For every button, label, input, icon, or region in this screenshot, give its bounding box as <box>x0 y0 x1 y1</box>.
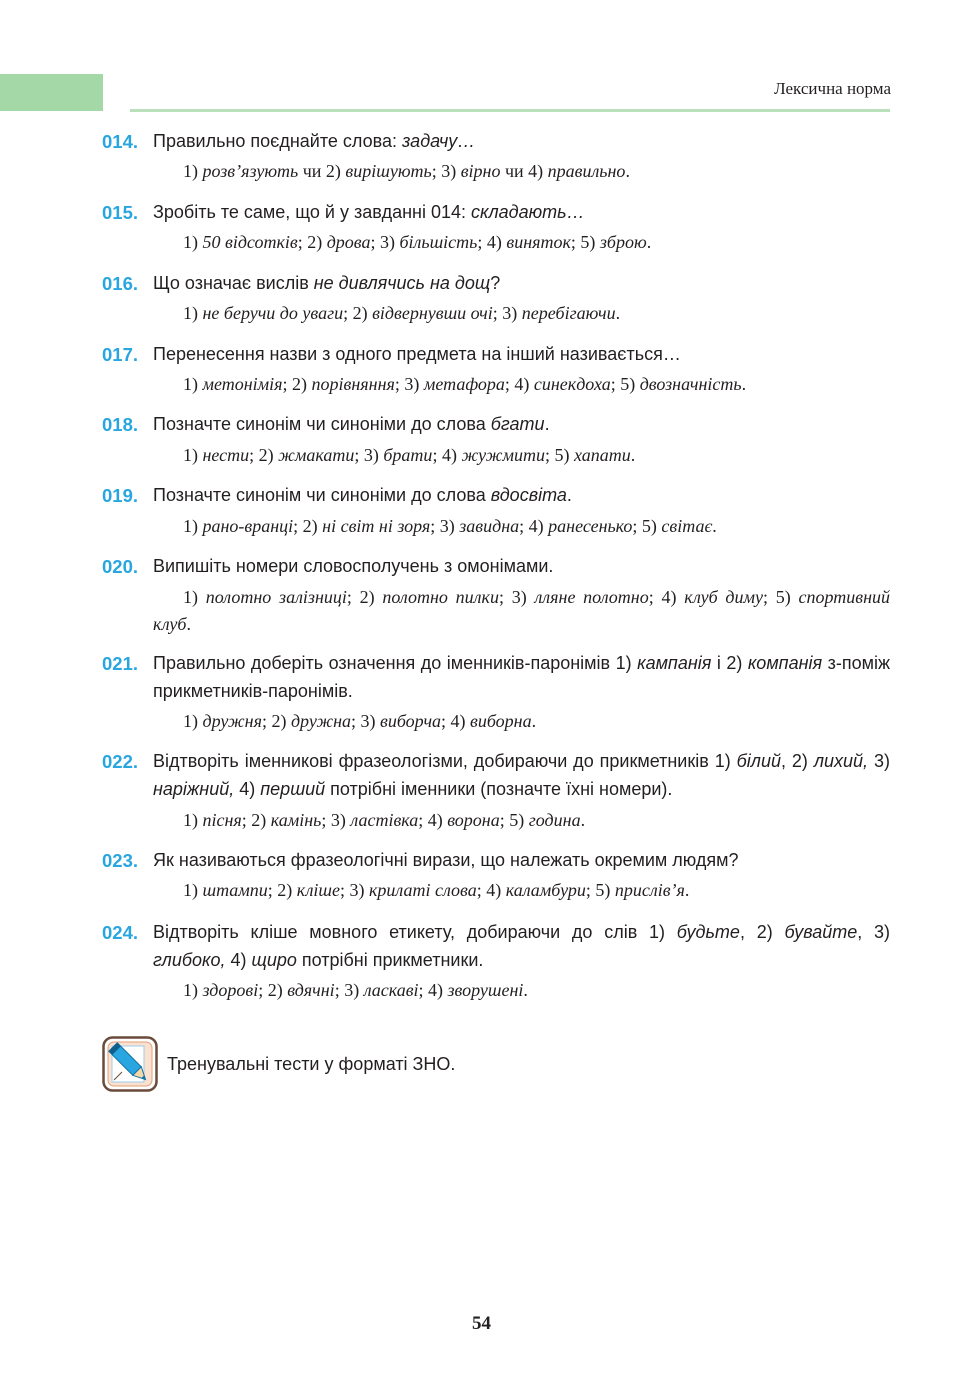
text-segment: ; 3) <box>498 587 535 607</box>
task-number: 019. <box>102 485 139 506</box>
text-segment: вірно <box>460 161 501 181</box>
text-segment: . <box>523 980 528 1000</box>
text-segment: . <box>566 485 572 505</box>
text-segment: прислів’я <box>614 880 685 900</box>
text-segment: рано-вранці <box>202 516 294 536</box>
text-segment: білий <box>736 751 781 771</box>
header-rule <box>130 109 890 112</box>
text-segment: Правильно доберіть означення до іменників-паронімів 1) <box>153 653 638 673</box>
text-segment: метафора <box>423 374 505 394</box>
text-segment: синекдоха <box>533 374 611 394</box>
task-number: 023. <box>102 850 139 871</box>
task-answer-options <box>153 513 890 540</box>
text-segment: ; 5) <box>632 516 662 536</box>
text-segment: дрова <box>326 232 371 252</box>
task-number: 014. <box>102 131 139 152</box>
text-segment: ; 4) <box>418 810 448 830</box>
text-segment: і 2) <box>711 653 748 673</box>
text-segment: лихий, <box>813 751 869 771</box>
text-segment: вирішують <box>345 161 432 181</box>
text-segment: ; 2) <box>282 374 312 394</box>
text-segment: зброю <box>599 232 647 252</box>
task-question <box>153 481 890 509</box>
task-answer-options <box>153 442 890 469</box>
text-segment: 1) <box>183 810 203 830</box>
text-segment: перший <box>260 779 326 799</box>
task-number: 022. <box>102 751 139 772</box>
text-segment: Що означає вислів <box>153 273 314 293</box>
text-segment: ; 5) <box>763 587 799 607</box>
text-segment: година <box>528 810 581 830</box>
task-question <box>153 410 890 438</box>
text-segment: 1) <box>183 880 203 900</box>
text-segment: . <box>741 374 747 394</box>
text-segment: . <box>625 161 630 181</box>
task-question <box>153 918 890 974</box>
text-segment: . <box>580 810 586 830</box>
text-segment: 1) <box>183 711 203 731</box>
text-segment: ; 3) <box>430 516 460 536</box>
text-segment: з-поміж прикметників-паронімів. <box>153 653 891 701</box>
text-segment: компанія <box>747 653 823 673</box>
pencil-note-icon <box>102 1036 158 1092</box>
text-segment: Відтворіть іменникові фразеологізми, добираючи до прикметників 1) <box>153 751 737 771</box>
text-segment: дружна <box>290 711 352 731</box>
text-segment: Відтворіть кліше мовного етикету, добираючи до слів 1) <box>153 922 677 942</box>
text-segment: 1) <box>183 980 203 1000</box>
task-question <box>153 127 890 155</box>
text-segment: . <box>630 445 636 465</box>
text-segment: ; 4) <box>418 980 448 1000</box>
text-segment: ; 2) <box>267 880 297 900</box>
text-segment: Як називаються фразеологічні вирази, що належать окремим людям? <box>153 850 739 870</box>
text-segment: ; 5) <box>499 810 529 830</box>
task-answer-options <box>153 877 890 904</box>
text-segment: ; 4) <box>648 587 685 607</box>
task-answer-options <box>153 584 890 638</box>
text-segment: кампанія <box>637 653 712 673</box>
text-segment: наріжний, <box>153 779 235 799</box>
text-segment: ; 2) <box>343 303 373 323</box>
text-segment: глибоко, <box>153 950 226 970</box>
task-answer-options <box>153 807 890 834</box>
text-segment: клуб диму <box>684 587 763 607</box>
text-segment: ; 3) <box>351 711 381 731</box>
text-segment: ; 5) <box>585 880 615 900</box>
task-answer-options <box>153 977 890 1004</box>
text-segment: каламбури <box>505 880 586 900</box>
text-segment: , 2) <box>780 751 814 771</box>
text-segment: ; 4) <box>477 232 507 252</box>
text-segment: відвернувши очі <box>372 303 493 323</box>
text-segment: ворона <box>447 810 500 830</box>
header-tab-block <box>0 74 103 111</box>
text-segment: виборна <box>470 711 532 731</box>
page-number: 54 <box>472 1313 491 1334</box>
text-segment: ; 3) <box>370 232 400 252</box>
text-segment: 1) <box>183 303 203 323</box>
task-answer-options <box>153 229 890 256</box>
text-segment: 1) <box>183 161 203 181</box>
text-segment: полотно пилки <box>382 587 499 607</box>
text-segment: . <box>544 414 550 434</box>
text-segment: лляне полотно <box>534 587 649 607</box>
text-segment: , 2) <box>739 922 785 942</box>
task-question <box>153 846 890 874</box>
note-text: Тренувальні тести у форматі ЗНО. <box>167 1054 456 1074</box>
text-segment: ? <box>490 273 501 293</box>
text-segment: ; 3) <box>334 980 364 1000</box>
task-number: 021. <box>102 653 139 674</box>
task-question <box>153 747 890 803</box>
text-segment: ; 4) <box>504 374 534 394</box>
text-segment: 1) <box>183 445 203 465</box>
text-segment: полотно залізниці <box>205 587 347 607</box>
text-segment: . <box>684 880 690 900</box>
text-segment: виборча <box>380 711 442 731</box>
text-segment: хапати <box>573 445 631 465</box>
text-segment: складають… <box>471 202 585 222</box>
text-segment: не дивлячись на дощ <box>313 273 491 293</box>
text-segment: дружня <box>202 711 262 731</box>
text-segment: ; 3) <box>321 810 351 830</box>
text-segment: ; 2) <box>258 980 288 1000</box>
task-answer-options <box>153 300 890 327</box>
text-segment: , 3) <box>857 922 890 942</box>
text-segment: розв’язують <box>202 161 299 181</box>
text-segment: ; 2) <box>346 587 383 607</box>
text-segment: 4) <box>225 950 252 970</box>
text-segment: порівняння <box>311 374 395 394</box>
text-segment: крилаті слова <box>369 880 477 900</box>
text-segment: Позначте синонім чи синоніми до слова <box>153 485 491 505</box>
text-segment: ; 3) <box>492 303 522 323</box>
text-segment: чи 4) <box>500 161 548 181</box>
text-segment: Правильно поєднайте слова: <box>153 131 403 151</box>
text-segment: . <box>646 232 652 252</box>
text-segment: метонімія <box>202 374 283 394</box>
text-segment: нести <box>202 445 250 465</box>
text-segment: брати <box>383 445 433 465</box>
task-number: 024. <box>102 922 139 943</box>
text-segment: бувайте <box>784 922 858 942</box>
text-segment: ; 2) <box>241 810 271 830</box>
text-segment: світає <box>661 516 713 536</box>
task-number: 016. <box>102 273 139 294</box>
text-segment: ; 5) <box>544 445 574 465</box>
text-segment: будьте <box>676 922 740 942</box>
text-segment: ; 4) <box>519 516 549 536</box>
text-segment: . <box>531 711 537 731</box>
text-segment: ; 2) <box>293 516 323 536</box>
text-segment: 1) <box>183 516 203 536</box>
text-segment: Позначте синонім чи синоніми до слова <box>153 414 491 434</box>
text-segment: правильно <box>547 161 626 181</box>
task-answer-options <box>153 708 890 735</box>
text-segment: задачу… <box>402 131 476 151</box>
text-segment: ; 4) <box>476 880 506 900</box>
text-segment: . <box>712 516 717 536</box>
text-segment: виняток <box>506 232 571 252</box>
text-segment: потрібні прикметники. <box>296 950 484 970</box>
text-segment: Випишіть номери словосполучень з омонімами. <box>153 556 554 576</box>
text-segment: ; 2) <box>249 445 279 465</box>
text-segment: чи 2) <box>298 161 346 181</box>
text-segment: ластівка <box>350 810 419 830</box>
text-segment: ; 2) <box>297 232 327 252</box>
text-segment: двозначність <box>639 374 742 394</box>
text-segment: . <box>186 614 191 634</box>
text-segment: Перенесення назви з одного предмета на інший називається… <box>153 344 681 364</box>
task-number: 017. <box>102 344 139 365</box>
text-segment: не беручи до уваги <box>202 303 344 323</box>
text-segment: завидна <box>459 516 520 536</box>
text-segment: жмакати <box>278 445 355 465</box>
text-segment: бгати <box>490 414 545 434</box>
text-segment: ; 3) <box>431 161 461 181</box>
task-answer-options <box>153 158 890 185</box>
text-segment: щиро <box>251 950 297 970</box>
text-segment: перебігаючи <box>521 303 616 323</box>
text-segment: 1) <box>183 587 206 607</box>
text-segment: 1) <box>183 232 203 252</box>
task-number: 020. <box>102 556 139 577</box>
text-segment: . <box>615 303 621 323</box>
running-header: Лексична норма <box>774 79 891 98</box>
text-segment: здорові <box>202 980 259 1000</box>
text-segment: ; 5) <box>570 232 600 252</box>
text-segment: зворушені <box>447 980 524 1000</box>
text-segment: ; 4) <box>432 445 462 465</box>
text-segment: ; 5) <box>610 374 640 394</box>
text-segment: вдосвіта <box>490 485 567 505</box>
text-segment: 1) <box>183 374 203 394</box>
task-question <box>153 340 890 368</box>
task-question <box>153 552 890 580</box>
task-question <box>153 198 890 226</box>
task-answer-options <box>153 371 890 398</box>
text-segment: ; 3) <box>354 445 384 465</box>
text-segment: потрібні іменники (позначте їхні номери). <box>325 779 673 799</box>
text-segment: камінь <box>270 810 322 830</box>
text-segment: ні світ ні зоря <box>322 516 431 536</box>
text-segment: 3) <box>868 751 890 771</box>
task-number: 018. <box>102 414 139 435</box>
task-question <box>153 649 890 705</box>
text-segment: жужмити <box>461 445 545 465</box>
text-segment: ; 3) <box>340 880 370 900</box>
text-segment: вдячні <box>287 980 335 1000</box>
task-question <box>153 269 890 297</box>
text-segment: більшість <box>399 232 478 252</box>
task-number: 015. <box>102 202 139 223</box>
text-segment: спортивний клуб <box>153 587 890 634</box>
text-segment: пісня <box>202 810 242 830</box>
text-segment: ранесенько <box>548 516 633 536</box>
text-segment: штампи <box>202 880 268 900</box>
text-segment: ; 2) <box>261 711 291 731</box>
text-segment: 50 відсотків <box>202 232 298 252</box>
text-segment: ; 3) <box>394 374 424 394</box>
text-segment: 4) <box>234 779 261 799</box>
text-segment: Зробіть те саме, що й у завданні 014: <box>153 202 472 222</box>
text-segment: ; 4) <box>441 711 471 731</box>
text-segment: кліше <box>296 880 341 900</box>
text-segment: ласкаві <box>363 980 419 1000</box>
